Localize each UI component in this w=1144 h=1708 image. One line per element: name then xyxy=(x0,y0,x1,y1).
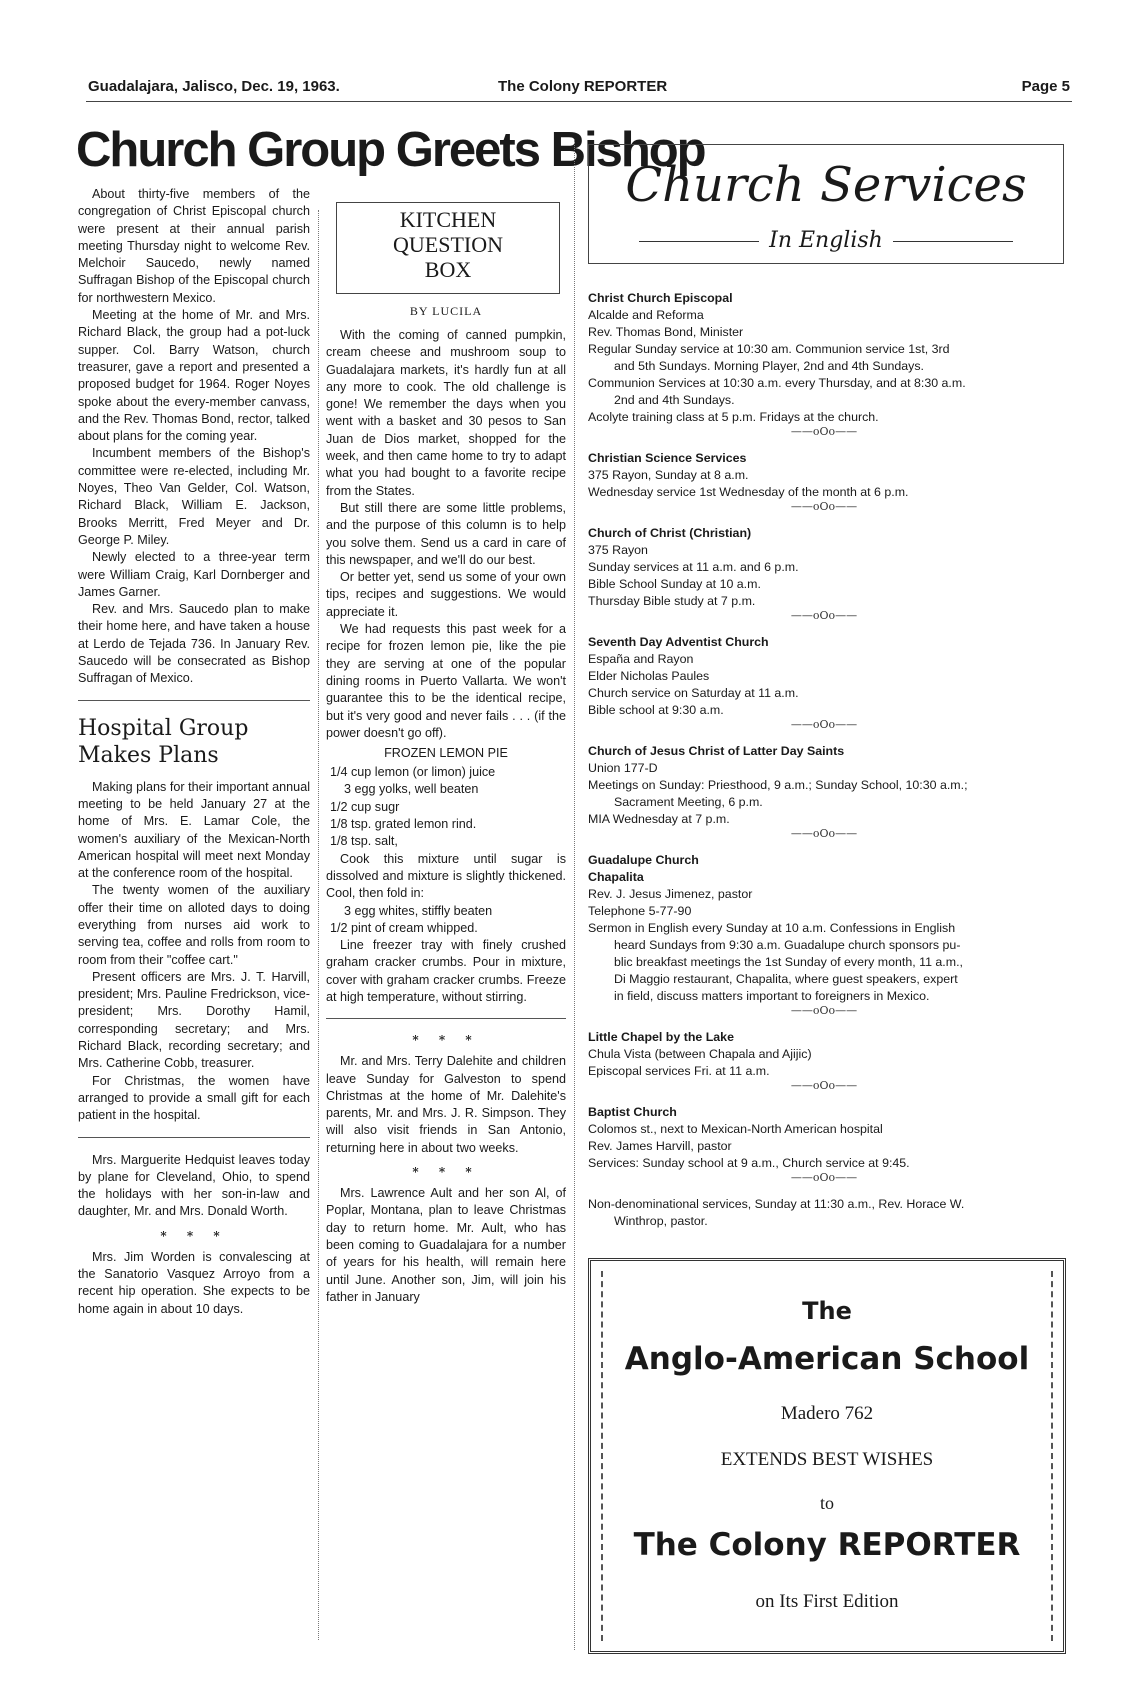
church-detail: Meetings on Sunday: Priesthood, 9 a.m.; Sunday School, 10:30 a.m.; xyxy=(588,778,968,792)
listing-separator: ——oOo—— xyxy=(790,425,858,438)
recipe-title: FROZEN LEMON PIE xyxy=(384,746,508,761)
story-divider xyxy=(78,700,310,701)
church-detail: Acolyte training class at 5 p.m. Fridays at the church. xyxy=(588,410,879,424)
social-item: Mr. and Mrs. Terry Dalehite and children leave Sunday for Galveston to spend Christmas at the home of Mr. Dalehite's parents, Mr. and Mrs. J. R. Simpson. They will also visit friends in San Antonio, returning here in about two weeks. xyxy=(326,1054,566,1155)
church-detail: in field, discuss matters important to foreigners in Mexico. xyxy=(614,989,930,1003)
story-divider xyxy=(78,1137,310,1138)
church-services-banner xyxy=(588,144,1064,264)
ingredient: 3 egg whites, stiffly beaten xyxy=(344,903,493,918)
church-name: Church of Christ (Christian) xyxy=(588,526,752,540)
church-detail: 375 Rayon xyxy=(588,543,648,557)
main-story-paragraph: Newly elected to a three-year term were William Craig, Karl Dornberger and James Garner. xyxy=(78,550,310,599)
listing-separator: ——oOo—— xyxy=(790,1079,858,1092)
story-divider xyxy=(326,1018,566,1019)
recipe-step: Cook this mixture until sugar is dissolved and mixture is slightly thickened. Cool, then fold in: xyxy=(326,851,566,901)
church-detail: Rev. James Harvill, pastor xyxy=(588,1139,732,1153)
dateline: Guadalajara, Jalisco, Dec. 19, 1963. xyxy=(88,78,340,95)
social-item: Mrs. Marguerite Hedquist leaves today by plane for Cleveland, Ohio, to spend the holidays with her son-in-law and daughter, Mr. and Mrs. Donald Worth. xyxy=(78,1152,310,1219)
ad-line: to xyxy=(819,1493,834,1513)
hospital-paragraph: Present officers are Mrs. J. T. Harvill, president; Mrs. Pauline Fredrickson, vice-president; Mrs. Dorothy Hamil, corresponding secretary; and Mrs. Richard Black, recording secretary; and Mrs. Catherine Cobb, treasurer. xyxy=(78,969,310,1071)
church-detail: Colomos st., next to Mexican-North American hospital xyxy=(588,1122,883,1136)
church-entry xyxy=(588,1029,1060,1092)
school-advertisement xyxy=(588,1258,1066,1654)
column-rule xyxy=(574,140,575,1650)
kitchen-paragraph: But still there are some little problems, and the purpose of this column is to help you solve them. Send us a card in care of this newspaper, and we'll do our best. xyxy=(326,500,566,567)
recipe-step: Line freezer tray with finely crushed graham cracker crumbs. Pour in mixture, cover with graham cracker crumbs. Freeze at high temperature, without stirring. xyxy=(326,938,566,1004)
hospital-paragraph: Making plans for their important annual meeting to be held January 27 at the home of Mrs. E. Lamar Cole, the women's auxiliary of the Mexican-North American hospital will meet next Monday at the conference room of the hospital. xyxy=(78,779,310,881)
church-listings xyxy=(588,290,1060,1230)
star-separator: * * * xyxy=(412,1033,480,1048)
ingredient: 1/4 cup lemon (or limon) juice xyxy=(330,765,496,780)
ingredient: 1/8 tsp. grated lemon rind. xyxy=(330,817,477,832)
kitchen-byline: BY LUCILA xyxy=(409,304,483,318)
listing-separator: ——oOo—— xyxy=(790,1004,858,1017)
church-entry xyxy=(588,450,1060,513)
main-headline: Church Group Greets Bishop xyxy=(76,123,705,177)
listing-separator: ——oOo—— xyxy=(790,609,858,622)
church-detail: Rev. J. Jesus Jimenez, pastor xyxy=(588,887,753,901)
listing-separator: ——oOo—— xyxy=(790,718,858,731)
ad-line: EXTENDS BEST WISHES xyxy=(720,1449,934,1470)
church-detail: Wednesday service 1st Wednesday of the month at 6 p.m. xyxy=(588,485,909,499)
church-name: Little Chapel by the Lake xyxy=(588,1030,734,1044)
church-detail: Bible school at 9:30 a.m. xyxy=(588,703,724,717)
church-detail: Episcopal services Fri. at 11 a.m. xyxy=(588,1064,770,1078)
church-detail: Chula Vista (between Chapala and Ajijic) xyxy=(588,1047,812,1061)
kitchen-title-box xyxy=(336,202,560,294)
star-separator: * * * xyxy=(160,1228,228,1243)
hospital-headline: Hospital Group Makes Plans xyxy=(78,715,249,768)
church-detail: Union 177-D xyxy=(588,761,658,775)
social-item: Mrs. Lawrence Ault and her son Al, of Poplar, Montana, plan to leave Christmas day to return home. Mr. Ault, who has been coming to Guadalajara for a number of years for his health, will remain here until June. Another son, Jim, will join his father in January xyxy=(326,1186,566,1304)
church-name: Seventh Day Adventist Church xyxy=(588,635,769,649)
main-story-paragraph: Incumbent members of the Bishop's committee were re-elected, including Mr. Noyes, Theo Van Gelder, Col. Watson, Richard Black, William E. Jackson, Brooks Merritt, Fred Meyer and Dr. George P. Miley. xyxy=(78,446,310,547)
church-detail: Bible School Sunday at 10 a.m. xyxy=(588,577,761,591)
kitchen-paragraph: Or better yet, send us some of your own tips, recipes and suggestions. We would appreciate it. xyxy=(326,570,566,619)
ad-line: The xyxy=(802,1297,852,1325)
ingredient: 3 egg yolks, well beaten xyxy=(344,782,479,797)
church-detail: Regular Sunday service at 10:30 am. Communion service 1st, 3rd xyxy=(588,342,950,356)
church-name: Christ Church Episcopal xyxy=(588,291,733,305)
hospital-paragraph: The twenty women of the auxiliary offer their time on alloted days to doing everything from nurses aid work to serving tea, coffee and rolls from room to room from their "coffee cart." xyxy=(78,883,310,967)
ad-school-name: Anglo-American School xyxy=(624,1341,1030,1377)
main-story-paragraph: Meeting at the home of Mr. and Mrs. Richard Black, the group had a pot-luck supper. Col. Barry Watson, church treasurer, gave a report and presented a proposed budget for 1964. Roger Noyes spoke about the every-member canvass, and the Rev. Thomas Bond, rector, talked about plans for the coming year. xyxy=(78,308,310,444)
church-detail: Di Maggio restaurant, Chapalita, where guest speakers, expert xyxy=(614,972,958,986)
church-detail: Chapalita xyxy=(588,870,644,884)
ad-paper-name: The Colony REPORTER xyxy=(633,1527,1021,1563)
listing-separator: ——oOo—— xyxy=(790,500,858,513)
kitchen-title-line: BOX xyxy=(424,257,472,282)
church-name: Christian Science Services xyxy=(588,451,747,465)
church-entry xyxy=(588,1104,1060,1184)
kitchen-paragraph: With the coming of canned pumpkin, cream cheese and mushroom soup to Guadalajara markets, it's hardly fun at all any more to cook. The old challenge is gone! We remember the days when you went with a basket and 30 pesos to San Juan de Dios market, shopped for the week, and then came home to try to adapt what you had bought to a favorite recipe from the States. xyxy=(326,328,566,498)
kitchen-paragraph: We had requests this past week for a recipe for frozen lemon pie, like the pie they are serving at one of the popular dining rooms in Puerto Vallarta. We won't guarantee this to be the identical recipe, but it's very good and never fails . . . (if the power doesn't go off). xyxy=(326,622,566,740)
church-detail: Non-denominational services, Sunday at 11:30 a.m., Rev. Horace W. xyxy=(588,1197,965,1211)
social-item: Mrs. Jim Worden is convalescing at the Sanatorio Vasquez Arroyo from a recent hip operation. She expects to be home again in about 10 days. xyxy=(78,1249,310,1316)
header-rule xyxy=(86,101,1072,102)
church-detail: Sunday services at 11 a.m. and 6 p.m. xyxy=(588,560,799,574)
page-header xyxy=(88,78,1070,100)
column-left xyxy=(78,186,310,1640)
church-detail: Church service on Saturday at 11 a.m. xyxy=(588,686,799,700)
hospital-paragraph: For Christmas, the women have arranged to provide a small gift for each patient in the hospital. xyxy=(78,1073,310,1123)
church-detail: Communion Services at 10:30 a.m. every Thursday, and at 8:30 a.m. xyxy=(588,376,966,390)
church-name: Guadalupe Church xyxy=(588,853,699,867)
star-separator: * * * xyxy=(412,1165,480,1180)
church-detail: Sacrament Meeting, 6 p.m. xyxy=(614,795,763,809)
listing-separator: ——oOo—— xyxy=(790,1171,858,1184)
church-detail: and 5th Sundays. Morning Player, 2nd and 4th Sundays. xyxy=(614,359,924,373)
church-detail: 2nd and 4th Sundays. xyxy=(614,393,735,407)
ad-address: Madero 762 xyxy=(780,1403,874,1424)
ingredient: 1/2 cup sugr xyxy=(330,799,400,814)
main-story-paragraph: About thirty-five members of the congregation of Christ Episcopal church were present at their annual parish meeting Thursday night to welcome Rev. Melchoir Saucedo, newly named Suffragan Bishop of the Episcopal church for northwestern Mexico. xyxy=(78,187,310,305)
church-entry xyxy=(588,743,1060,840)
column-middle xyxy=(326,186,566,1640)
church-detail: MIA Wednesday at 7 p.m. xyxy=(588,812,730,826)
church-detail: heard Sundays from 9:30 a.m. Guadalupe church sponsors pu- xyxy=(614,938,961,952)
church-entry xyxy=(588,852,1060,1017)
church-entry xyxy=(588,634,1060,731)
main-story-paragraph: Rev. and Mrs. Saucedo plan to make their home here, and have taken a house at Lerdo de Tejada 736. In January Rev. Saucedo will be consecrated as Bishop Suffragan of Mexico. xyxy=(78,602,310,686)
ingredient: 1/8 tsp. salt, xyxy=(330,834,398,849)
column-rule xyxy=(318,210,319,1640)
ingredient: 1/2 pint of cream whipped. xyxy=(330,920,478,935)
kitchen-title-line: QUESTION xyxy=(393,232,503,257)
church-detail: Thursday Bible study at 7 p.m. xyxy=(588,594,756,608)
church-detail: Winthrop, pastor. xyxy=(614,1214,708,1228)
newspaper-name: The Colony REPORTER xyxy=(498,78,668,95)
church-detail: Rev. Thomas Bond, Minister xyxy=(588,325,744,339)
church-detail: Elder Nicholas Paules xyxy=(588,669,710,683)
church-detail: 375 Rayon, Sunday at 8 a.m. xyxy=(588,468,749,482)
kitchen-title-line: KITCHEN xyxy=(399,207,497,232)
listing-separator: ——oOo—— xyxy=(790,827,858,840)
church-services-subtitle: In English xyxy=(589,227,1063,255)
church-services-title: Church Services xyxy=(625,157,1027,213)
church-detail: Sermon in English every Sunday at 10 a.m. Confessions in English xyxy=(588,921,956,935)
church-detail: blic breakfast meetings the 1st Sunday of every month, 11 a.m., xyxy=(614,955,963,969)
church-name: Church of Jesus Christ of Latter Day Saints xyxy=(588,744,845,758)
church-detail: Alcalde and Reforma xyxy=(588,308,704,322)
church-detail: Services: Sunday school at 9 a.m., Church service at 9:45. xyxy=(588,1156,910,1170)
page-number: Page 5 xyxy=(1021,78,1070,95)
church-detail: España and Rayon xyxy=(588,652,694,666)
ad-frame xyxy=(601,1271,1053,1641)
church-entry xyxy=(588,525,1060,622)
ad-line: on Its First Edition xyxy=(755,1591,899,1612)
church-name: Baptist Church xyxy=(588,1105,677,1119)
church-entry xyxy=(588,290,1060,438)
church-detail: Telephone 5-77-90 xyxy=(588,904,692,918)
